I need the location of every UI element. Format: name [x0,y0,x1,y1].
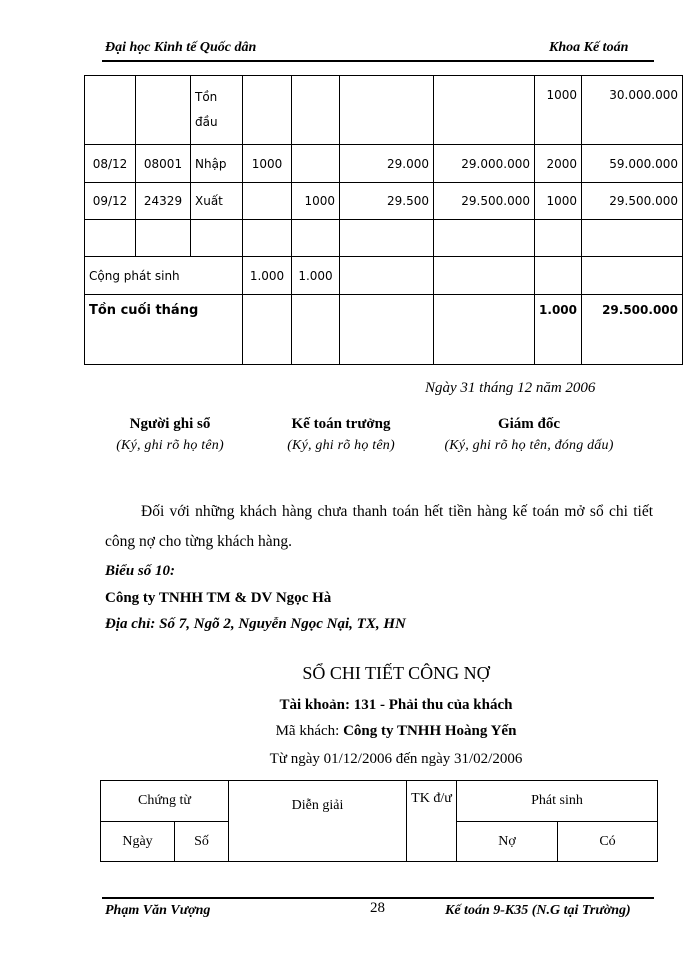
signature-note: (Ký, ghi rõ họ tên) [287,438,395,453]
cell-in-qty [243,220,292,257]
cell-stock-qty: 1000 [535,76,582,145]
form-label: Biểu số 10: [105,563,176,579]
cell-doc [136,76,191,145]
ending-row [85,295,683,365]
signature-note: (Ký, ghi rõ họ tên, đóng dấu) [444,438,614,453]
customer-value: Công ty TNHH Hoàng Yến [343,723,517,739]
inventory-ledger-table [84,75,683,365]
header-credit: Có [558,822,658,862]
company-address: Địa chỉ: Số 7, Ngõ 2, Nguyễn Ngọc Nại, TX, HN [105,616,406,632]
cell-price: 29.500 [340,183,434,220]
cell-out-qty [292,76,340,145]
total-label: Cộng phát sinh [85,257,243,295]
cell-desc: Nhập [191,145,243,183]
cell-stock-value: 59.000.000 [582,145,683,183]
ending-value: 29.500.000 [582,295,683,365]
cell-in-qty [243,183,292,220]
total-row [85,257,683,295]
cell-desc: Tồn đầu [191,76,243,145]
header-date: Ngày [101,822,175,862]
cell-date [85,220,136,257]
cell-desc [191,220,243,257]
cell-out-qty [292,145,340,183]
cell-doc: 08001 [136,145,191,183]
body-paragraph: Đối với những khách hàng chưa thanh toán hết tiền hàng kế toán mở sổ chi tiết công nợ cho từng khách hàng. [105,503,653,550]
header-rule [102,60,654,62]
page-number: 28 [370,900,385,916]
period-line: Từ ngày 01/12/2006 đến ngày 31/02/2006 [269,751,523,767]
ending-label: Tồn cuối tháng [85,295,243,365]
cell-doc [136,220,191,257]
table-row [85,145,683,183]
account-label: Tài khoản: [279,697,350,713]
footer-rule [102,897,654,899]
header-right: Khoa Kế toán [549,40,629,55]
cell-stock-qty [535,220,582,257]
header-description: Diễn giải [229,781,407,862]
cell-in-qty: 1000 [243,145,292,183]
cell-stock-value [582,220,683,257]
header-contra-account: TK đ/ư [407,781,457,862]
table-row [85,220,683,257]
cell-amount [434,76,535,145]
signature-recorder [90,416,250,454]
signature-title: Giám đốc [497,416,561,432]
cell-amount: 29.000.000 [434,145,535,183]
signature-chief-accountant [261,416,421,454]
cell-price [340,76,434,145]
header-debit: Nợ [457,822,558,862]
cell-date: 08/12 [85,145,136,183]
footer-left: Phạm Văn Vượng [105,903,211,918]
signature-note: (Ký, ghi rõ họ tên) [116,438,224,453]
cell-stock-value: 29.500.000 [582,183,683,220]
cell-date [85,76,136,145]
cell-doc: 24329 [136,183,191,220]
customer-line [104,723,688,740]
account-value: 131 - Phải thu của khách [353,697,513,713]
cell-price [340,220,434,257]
total-out: 1.000 [292,257,340,295]
customer-label: Mã khách: [275,723,340,739]
cell-amount: 29.500.000 [434,183,535,220]
signature-title: Kế toán trưởng [291,416,391,432]
cell-stock-value: 30.000.000 [582,76,683,145]
cell-price: 29.000 [340,145,434,183]
cell-out-qty [292,220,340,257]
ending-qty: 1.000 [535,295,582,365]
signature-director [419,416,639,454]
cell-stock-qty: 1000 [535,183,582,220]
signature-title: Người ghi sổ [129,416,211,432]
date-line: Ngày 31 tháng 12 năm 2006 [425,380,596,396]
cell-desc: Xuất [191,183,243,220]
header-left: Đại học Kinh tế Quốc dân [105,40,257,55]
header-voucher: Chứng từ [101,781,229,822]
account-line [104,697,688,714]
cell-date: 09/12 [85,183,136,220]
header-number: Số [175,822,229,862]
debt-ledger-table [100,780,658,862]
cell-in-qty [243,76,292,145]
header-amounts: Phát sinh [457,781,658,822]
footer-right: Kế toán 9-K35 (N.G tại Trường) [445,903,631,918]
table-row [85,76,683,145]
cell-amount [434,220,535,257]
table-row [85,183,683,220]
cell-out-qty: 1000 [292,183,340,220]
company-name: Công ty TNHH TM & DV Ngọc Hà [105,590,332,606]
cell-stock-qty: 2000 [535,145,582,183]
ledger-title: SỔ CHI TIẾT CÔNG NỢ [302,663,490,683]
total-in: 1.000 [243,257,292,295]
